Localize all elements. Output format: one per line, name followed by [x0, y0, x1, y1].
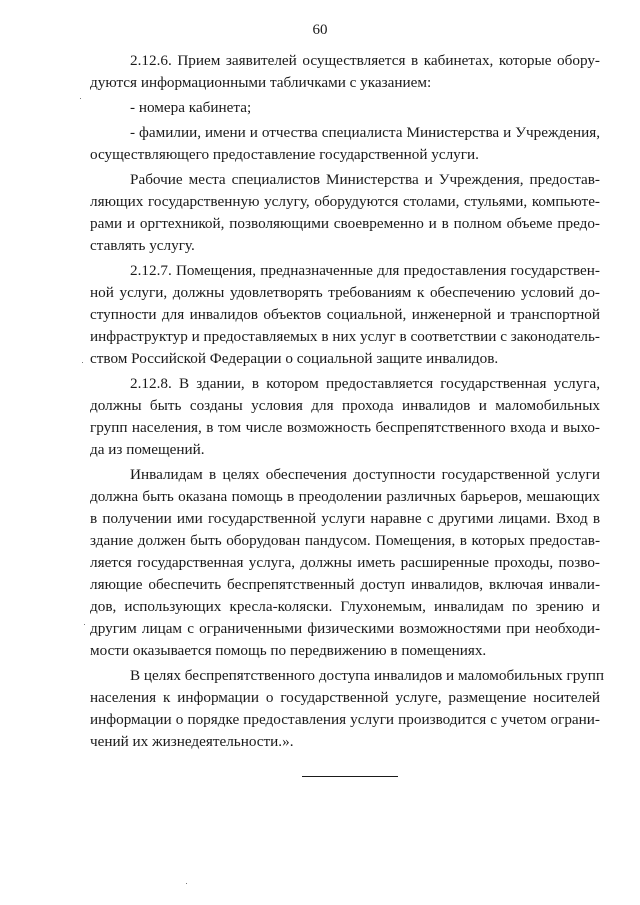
text-line: Инвалидам в целях обеспечения доступности государственной услуги: [130, 466, 600, 483]
text-line: 2.12.7. Помещения, предназначенные для предоставления государствен-: [130, 262, 600, 279]
text-line: да из помещений.: [90, 441, 205, 458]
scan-speck: [186, 883, 187, 884]
text-line: Рабочие места специалистов Министерства и Учреждения, предостав-: [130, 171, 600, 188]
scan-speck: [82, 362, 83, 363]
text-line: 2.12.8. В здании, в котором предоставляется государственная услуга,: [130, 375, 600, 392]
end-of-text-rule: [302, 776, 398, 777]
scan-speck: [84, 624, 85, 625]
paragraph-2-12-8: [90, 373, 600, 461]
text-line: другим лицам с ограниченными физическими возможностями при необходи-: [90, 620, 600, 637]
text-line: - номера кабинета;: [130, 99, 252, 116]
text-line: ступности для инвалидов объектов социальной, инженерной и транспортной: [90, 306, 600, 323]
text-line: должна быть оказана помощь в преодолении различных барьеров, мешающих: [90, 488, 600, 505]
scan-speck: [80, 98, 81, 99]
text-line: в получении ими государственной услуги наравне с другими лицами. Вход в: [90, 510, 600, 527]
paragraph-workplaces: [90, 169, 600, 257]
text-line: ляется государственная услуга, должны иметь расширенные проходы, позво-: [90, 554, 600, 571]
text-line: 2.12.6. Прием заявителей осуществляется в кабинетах, которые обору-: [130, 52, 600, 69]
text-line: - фамилии, имени и отчества специалиста Министерства и Учреждения,: [130, 124, 600, 141]
text-line: осуществляющего предоставление государственной услуги.: [90, 146, 479, 163]
paragraph-assistance: [90, 464, 600, 662]
list-item-room-number: [90, 97, 600, 119]
text-line: В целях беспрепятственного доступа инвалидов и маломобильных групп: [130, 667, 605, 684]
text-line: населения к информации о государственной услуге, размещение носителей: [90, 689, 600, 706]
text-line: дов, использующих кресла-коляски. Глухонемым, инвалидам по зрению и: [90, 598, 600, 615]
paragraph-information-access: [90, 665, 605, 753]
text-line: ной услуги, должны удовлетворять требованиям к обеспечению условий до-: [90, 284, 600, 301]
text-line: групп населения, в том числе возможность беспрепятственного входа и выхо-: [90, 419, 600, 436]
paragraph-2-12-6: [90, 50, 600, 94]
text-line: должны быть созданы условия для прохода инвалидов и маломобильных: [90, 397, 600, 414]
text-line: ляющих государственную услугу, оборудуются столами, стульями, компьюте-: [90, 193, 600, 210]
page-number: 60: [312, 22, 328, 38]
text-line: инфраструктур и предоставляемых в них услуг в соответствии с законодатель-: [90, 328, 600, 345]
document-body: [90, 50, 605, 756]
text-line: рами и оргтехникой, позволяющими своевременно и в полном объеме предо-: [90, 215, 600, 232]
text-line: информации о порядке предоставления услуги производится с учетом ограни-: [90, 711, 600, 728]
paragraph-2-12-7: [90, 260, 600, 370]
text-line: ством Российской Федерации о социальной защите инвалидов.: [90, 350, 499, 367]
text-line: ляющие обеспечить беспрепятственный доступ инвалидов, включая инвали-: [90, 576, 600, 593]
text-line: здание должен быть оборудован пандусом. Помещения, в которых предостав-: [90, 532, 600, 549]
list-item-specialist-name: [90, 122, 600, 166]
text-line: дуются информационными табличками с указанием:: [90, 74, 432, 91]
text-line: мости оказывается помощь по передвижению в помещениях.: [90, 642, 487, 659]
text-line: чений их жизнедеятельности.».: [90, 733, 294, 750]
text-line: ставлять услугу.: [90, 237, 195, 254]
